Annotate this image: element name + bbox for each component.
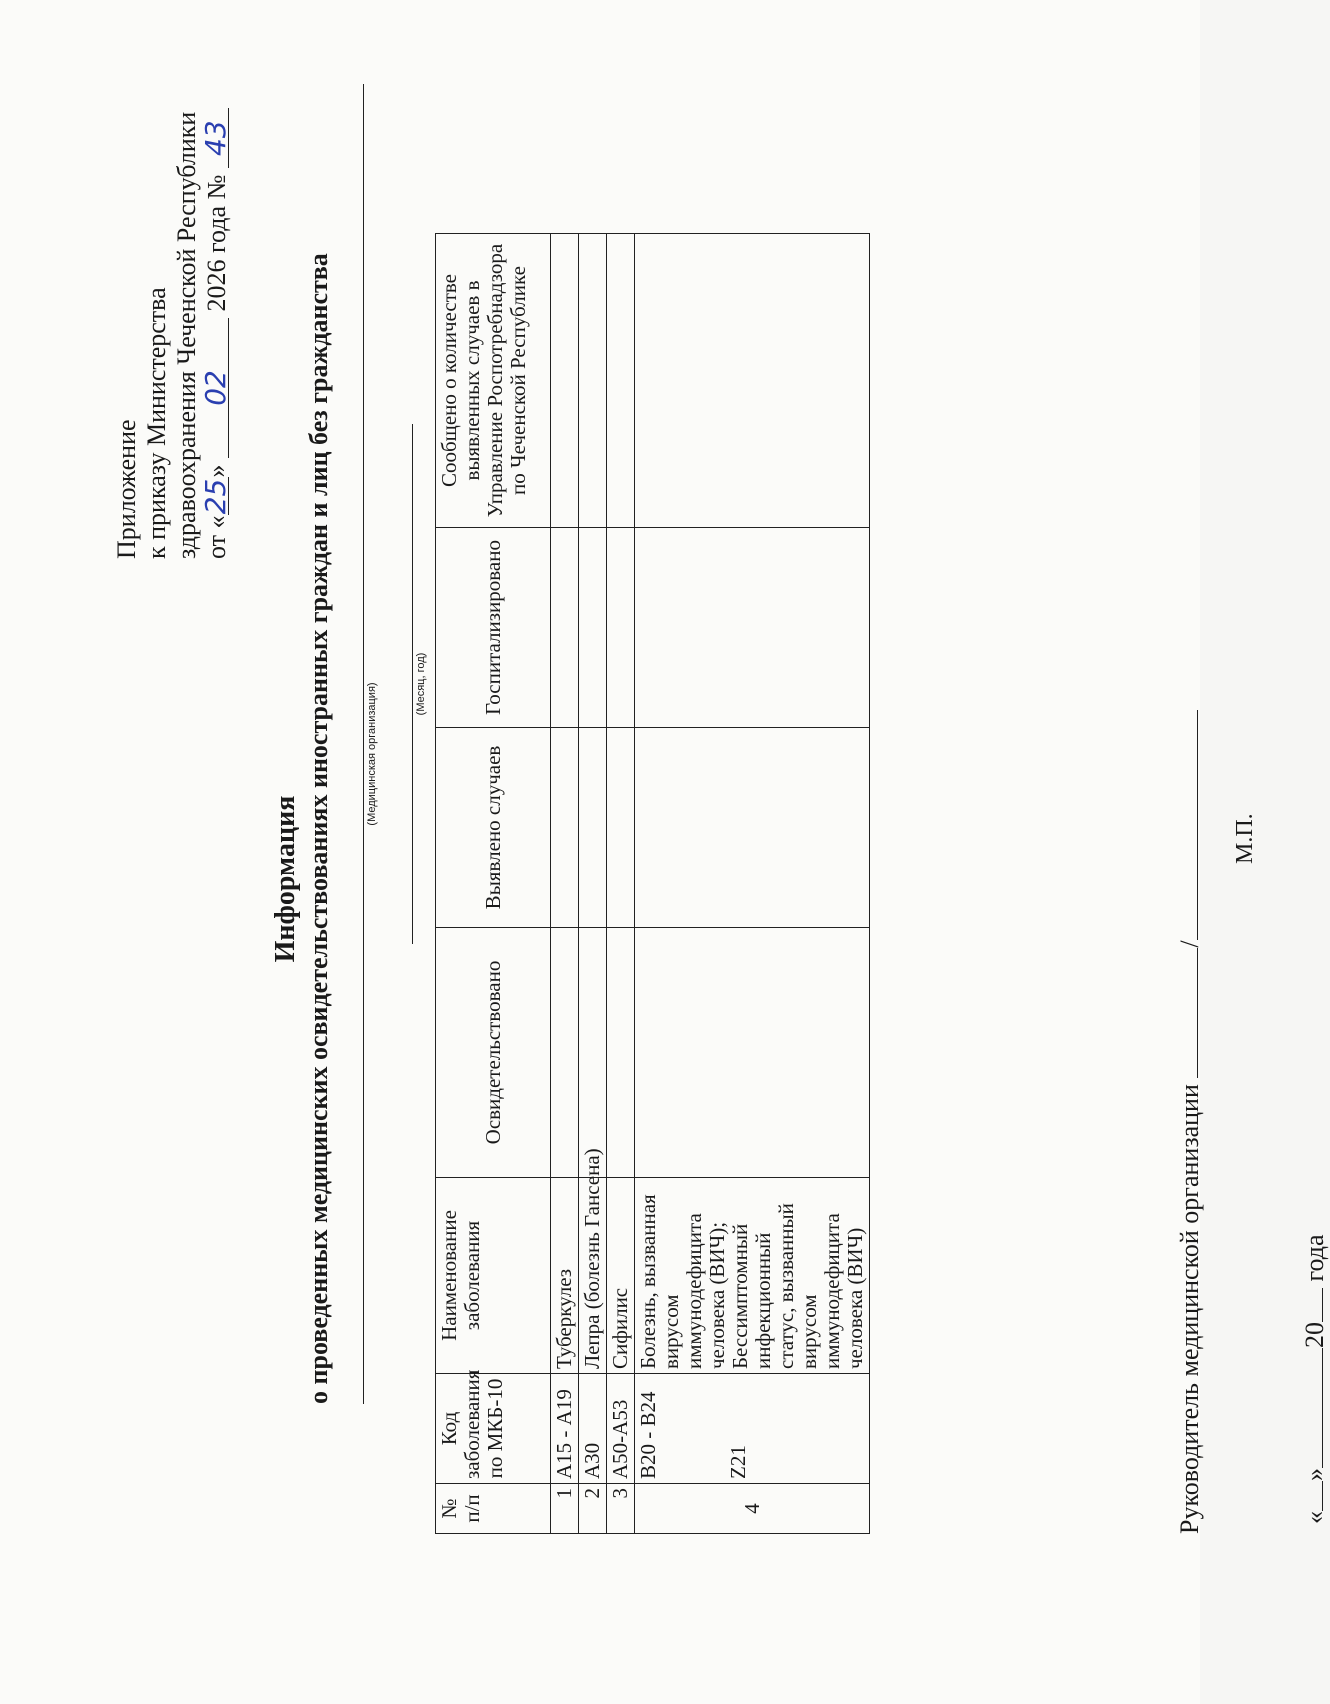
header-examined: Освидетельствовано — [436, 928, 551, 1178]
row-name: Лепра (болезнь Гансена) — [579, 1178, 607, 1374]
header-num: № п/п — [436, 1484, 551, 1534]
header-name: Наименование заболевания — [436, 1178, 551, 1374]
cell-detected — [579, 728, 607, 928]
row-num: 1 — [551, 1484, 579, 1534]
cell-detected — [607, 728, 635, 928]
period-line — [412, 424, 413, 944]
row-num: 4 — [635, 1484, 870, 1534]
cell-examined — [579, 928, 607, 1178]
cell-examined — [551, 928, 579, 1178]
order-day-handwritten: 25 — [199, 478, 232, 515]
date-day-field — [1322, 1481, 1323, 1511]
cell-hospitalized — [579, 528, 607, 728]
document-subtitle: о проведенных медицинских освидетельствованиях иностранных граждан и лиц без гражданства — [304, 253, 333, 1404]
row-code: А15 - А19 — [551, 1374, 579, 1484]
cell-reported — [551, 234, 579, 528]
cell-detected — [635, 728, 870, 928]
header-hospitalized: Госпитализировано — [436, 528, 551, 728]
appendix-block — [112, 108, 232, 559]
cell-reported — [579, 234, 607, 528]
date-year-suffix: года — [1300, 1234, 1329, 1282]
signature-name-field — [1197, 710, 1198, 940]
order-year-label: 2026 года № — [202, 174, 231, 312]
stamp-label: М.П. — [1232, 813, 1258, 864]
table-header-row — [436, 234, 551, 1534]
date-month-field — [1322, 1348, 1323, 1468]
header-detected: Выявлено случаев — [436, 728, 551, 928]
appendix-line-4 — [199, 108, 232, 559]
row-code: В20 - В24 — [636, 1391, 660, 1479]
row-num: 3 — [607, 1484, 635, 1534]
order-month-handwritten: 02 — [204, 318, 229, 458]
order-date-sep: » — [202, 464, 231, 478]
exam-table — [435, 233, 870, 1534]
appendix-line-2: к приказу Министерства — [142, 287, 171, 559]
cell-examined — [635, 928, 870, 1178]
row-name: Болезнь, вызванная вирусом иммунодефицита человека (ВИЧ); Бессимптомный инфекционный статус, вызванный вирусом иммунодефицита человека (ВИЧ) — [635, 1178, 870, 1374]
cell-reported — [635, 234, 870, 528]
row-name: Сифилис — [607, 1178, 635, 1374]
cell-reported — [607, 234, 635, 528]
appendix-line-3: здравоохранения Чеченской Республики — [172, 111, 201, 559]
date-year-field — [1322, 1288, 1323, 1322]
row-code-2: Z21 — [726, 1445, 750, 1479]
row-code-cell — [635, 1374, 870, 1484]
org-name-line — [363, 84, 364, 1404]
cell-hospitalized — [551, 528, 579, 728]
table-row — [579, 234, 607, 1534]
order-date-prefix: от « — [202, 515, 231, 559]
header-code: Код заболевания по МКБ-10 — [436, 1374, 551, 1484]
order-number-handwritten: 43 — [204, 108, 229, 168]
org-name-caption: (Медицинская организация) — [366, 682, 378, 826]
date-close-quote: » — [1300, 1468, 1329, 1481]
table-row — [551, 234, 579, 1534]
cell-detected — [551, 728, 579, 928]
appendix-line-1: Приложение — [112, 419, 141, 559]
signature-line — [1175, 710, 1205, 1534]
date-open-quote: « — [1300, 1511, 1329, 1524]
header-reported: Сообщено о количестве выявленных случаев в Управление Роспотребнадзора по Чеченской Республике — [436, 234, 551, 528]
date-century: 20 — [1300, 1322, 1329, 1348]
signature-label: Руководитель медицинской организации — [1175, 1084, 1204, 1534]
date-line — [1300, 1234, 1330, 1524]
cell-hospitalized — [607, 528, 635, 728]
row-num: 2 — [579, 1484, 607, 1534]
signature-slash: / — [1175, 940, 1204, 948]
table-row — [635, 234, 870, 1534]
row-code: А30 — [579, 1374, 607, 1484]
document-title: Информация — [270, 795, 301, 963]
signature-field — [1197, 948, 1198, 1078]
row-code: А50-А53 — [607, 1374, 635, 1484]
table-row — [607, 234, 635, 1534]
row-name: Туберкулез — [551, 1178, 579, 1374]
cell-examined — [607, 928, 635, 1178]
period-caption: (Месяц, год) — [415, 652, 427, 716]
cell-hospitalized — [635, 528, 870, 728]
